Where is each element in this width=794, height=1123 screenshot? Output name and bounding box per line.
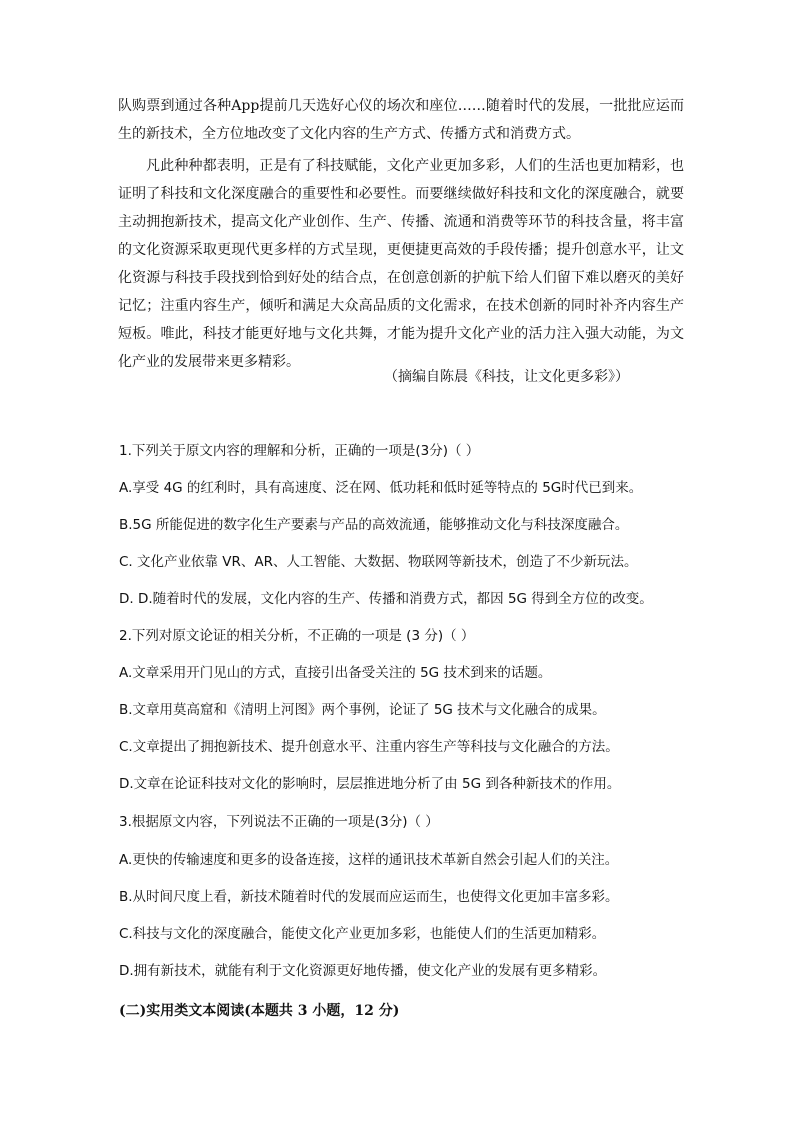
question-3-option-a: A.更快的传输速度和更多的设备连接，这样的通讯技术革新自然会引起人们的关注。 bbox=[119, 852, 619, 868]
question-2-stem: 2.下列对原文论证的相关分析，不正确的一项是 (3 分)（ ） bbox=[119, 628, 475, 644]
question-2-option-a: A.文章采用开门见山的方式，直接引出备受关注的 5G 技术到来的话题。 bbox=[119, 665, 552, 681]
question-3-option-d: D.拥有新技术，就能有利于文化资源更好地传播，使文化产业的发展有更多精彩。 bbox=[119, 963, 607, 979]
question-2-option-d: D.文章在论证科技对文化的影响时，层层推进地分析了由 5G 到各种新技术的作用。 bbox=[119, 776, 621, 792]
question-3-option-c: C.科技与文化的深度融合，能使文化产业更加多彩，也能使人们的生活更加精彩。 bbox=[119, 926, 606, 942]
section-heading: (二)实用类文本阅读(本题共 3 小题，12 分) bbox=[119, 1003, 400, 1019]
reading-passage bbox=[118, 92, 684, 376]
question-1-option-c: C. 文化产业依靠 VR、AR、人工智能、大数据、物联网等新技术，创造了不少新玩法。 bbox=[119, 554, 638, 570]
question-1-stem: 1.下列关于原文内容的理解和分析，正确的一项是(3分)（ ） bbox=[119, 443, 480, 459]
passage-paragraph-2: 凡此种种都表明，正是有了科技赋能，文化产业更加多彩，人们的生活也更加精彩，也证明了科技和文化深度融合的重要性和必要性。而要继续做好科技和文化的深度融合，就要主动拥抱新技术，提高文化产业创作、生产、传播、流通和消费等环节的科技含量，将丰富的文化资源采取更现代更多样的方式呈现，更便捷更高效的手段传播；提升创意水平，让文化资源与科技手段找到恰到好处的结合点，在创意创新的护航下给人们留下难以磨灭的美好记忆；注重内容生产，倾听和满足大众高品质的文化需求，在技术创新的同时补齐内容生产短板。唯此，科技才能更好地与文化共舞，才能为提升文化产业的活力注入强大动能，为文化产业的发展带来更多精彩。 bbox=[118, 158, 684, 370]
question-3-stem: 3.根据原文内容，下列说法不正确的一项是(3分)（ ） bbox=[119, 814, 439, 830]
passage-paragraph-1: 队购票到通过各种App提前几天选好心仪的场次和座位……随着时代的发展，一批批应运而生的新技术，全方位地改变了文化内容的生产方式、传播方式和消费方式。 bbox=[118, 98, 684, 142]
question-2-option-b: B.文章用莫高窟和《清明上河图》两个事例，论证了 5G 技术与文化融合的成果。 bbox=[119, 702, 606, 718]
question-3-option-b: B.从时间尺度上看，新技术随着时代的发展而应运而生，也使得文化更加丰富多彩。 bbox=[119, 889, 619, 905]
question-1-option-b: B.5G 所能促进的数字化生产要素与产品的高效流通，能够推动文化与科技深度融合。 bbox=[119, 517, 629, 533]
question-2-option-c: C.文章提出了拥抱新技术、提升创意水平、注重内容生产等科技与文化融合的方法。 bbox=[119, 739, 619, 755]
question-1-option-a: A.享受 4G 的红利时，具有高速度、泛在网、低功耗和低时延等特点的 5G时代已到来。 bbox=[119, 480, 643, 496]
passage-source-citation: （摘编自陈晨《科技，让文化更多彩》） bbox=[384, 369, 629, 385]
question-1-option-d: D. D.随着时代的发展，文化内容的生产、传播和消费方式，都因 5G 得到全方位的改变。 bbox=[119, 591, 653, 607]
